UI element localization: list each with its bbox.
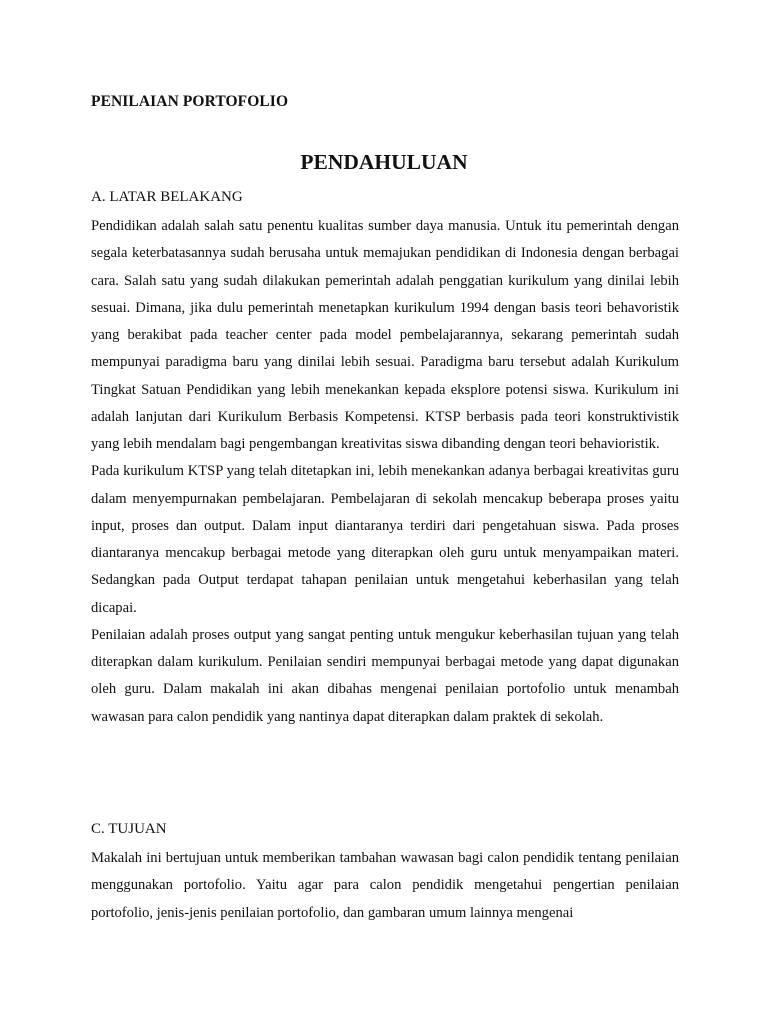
chapter-title: PENDAHULUAN	[300, 150, 468, 174]
paragraph: Pada kurikulum KTSP yang telah ditetapkan ini, lebih menekankan adanya berbagai kreativitas guru dalam menyempurnakan pembelajaran. Pembelajaran di sekolah mencakup beberapa proses yaitu input, proses dan output. Dalam input diantaranya terdiri dari pengetahuan siswa. Pada proses diantaranya mencakup berbagai metode yang diterapkan oleh guru untuk menyampaikan materi. Sedangkan pada Output terdapat tahapan penilaian untuk mengetahui keberhasilan yang telah dicapai.	[91, 463, 679, 616]
document-title: PENILAIAN PORTOFOLIO	[91, 93, 289, 110]
section-body-latar-belakang	[91, 213, 679, 731]
section-heading-tujuan: C. TUJUAN	[91, 821, 167, 837]
section-heading-latar-belakang: A. LATAR BELAKANG	[91, 189, 243, 205]
section-body-tujuan	[91, 845, 679, 927]
paragraph: Penilaian adalah proses output yang sangat penting untuk mengukur keberhasilan tujuan yang telah diterapkan dalam kurikulum. Penilaian sendiri mempunyai berbagai metode yang dapat digunakan oleh guru. Dalam makalah ini akan dibahas mengenai penilaian portofolio untuk menambah wawasan para calon pendidik yang nantinya dapat diterapkan dalam praktek di sekolah.	[91, 626, 679, 725]
paragraph: Makalah ini bertujuan untuk memberikan tambahan wawasan bagi calon pendidik tentang penilaian menggunakan portofolio. Yaitu agar para calon pendidik mengetahui pengertian penilaian portofolio, jenis-jenis penilaian portofolio, dan gambaran umum lainnya mengenai	[91, 850, 679, 921]
paragraph: Pendidikan adalah salah satu penentu kualitas sumber daya manusia. Untuk itu pemerintah dengan segala keterbatasannya sudah berusaha untuk memajukan pendidikan di Indonesia dengan berbagai cara. Salah satu yang sudah dilakukan pemerintah adalah penggatian kurikulum yang dinilai lebih sesuai. Dimana, jika dulu pemerintah menetapkan kurikulum 1994 dengan basis teori behavoristik yang berakibat pada teacher center pada model pembelajarannya, sekarang pemerintah sudah mempunyai paradigma baru yang dinilai lebih sesuai. Paradigma baru tersebut adalah Kurikulum Tingkat Satuan Pendidikan yang lebih menekankan kepada eksplore potensi siswa. Kurikulum ini adalah lanjutan dari Kurikulum Berbasis Kompetensi. KTSP berbasis pada teori konstruktivistik yang lebih mendalam bagi pengembangan kreativitas siswa dibanding dengan teori behavioristik.	[91, 218, 679, 452]
